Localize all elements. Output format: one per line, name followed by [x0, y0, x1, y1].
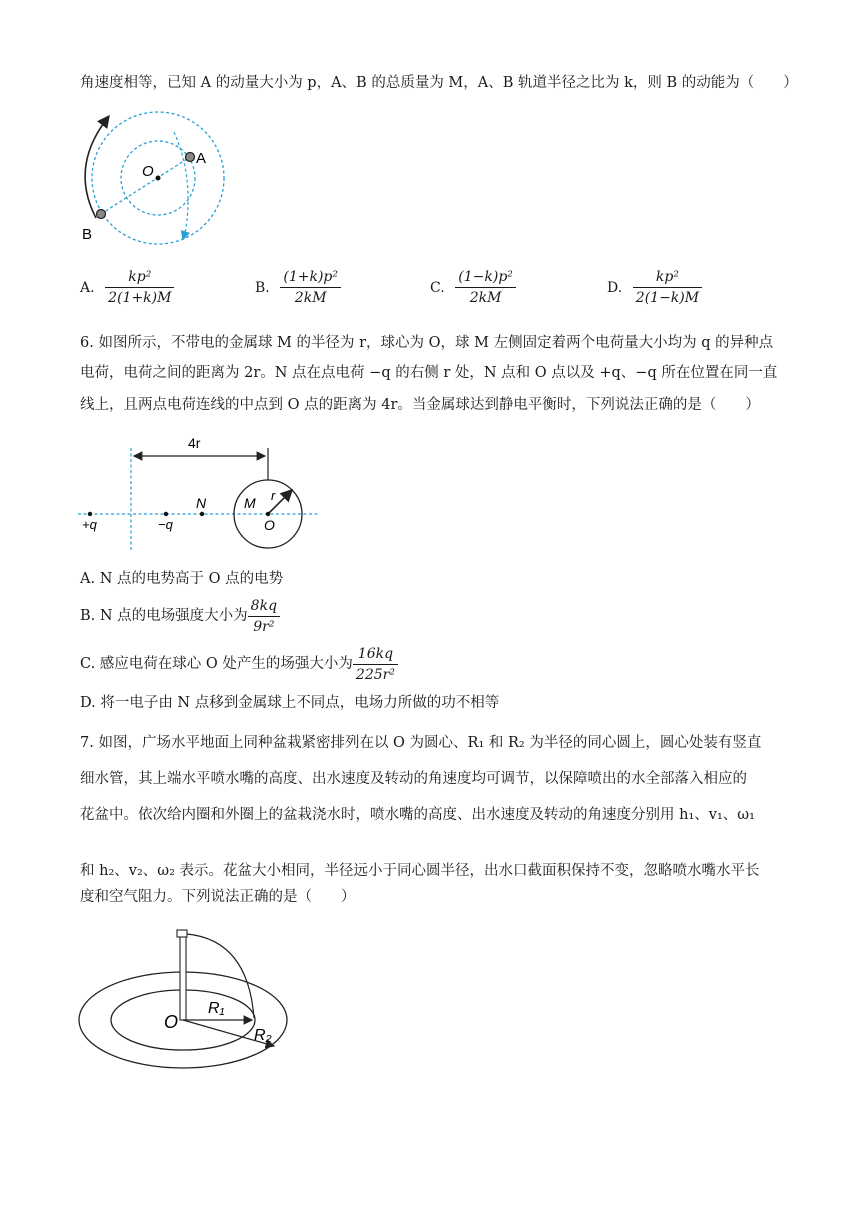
charge-neg-dot — [164, 512, 168, 516]
q5-option-c[interactable]: C. $\frac{\text{(1−k)p²}}{2kM}$ — [430, 268, 516, 307]
q6-option-a[interactable]: A. N 点的电势高于 O 点的电势 — [80, 571, 284, 587]
label-r2: R₂ — [254, 1027, 272, 1044]
charge-pos-dot — [88, 512, 92, 516]
label-b: B — [82, 226, 93, 243]
center-o-dot — [266, 512, 270, 516]
q6-line-2: 电荷，电荷之间的距离为 2r。N 点在点电荷 −q 的右侧 r 处，N 点和 O 点以及 +q、−q 所在位置在同一直 — [80, 365, 778, 381]
q7-line-4: 和 h₂、v₂、ω₂ 表示。花盆大小相同，半径远小于同心圆半径，出水口截面积保持不变，忽略喷水嘴水平长 — [80, 863, 760, 879]
q7-line-3: 花盆中。依次给内圈和外圈上的盆栽浇水时，喷水嘴的高度、出水速度及转动的角速度分别用 h₁、v₁、ω₁ — [80, 807, 755, 823]
q5-option-d[interactable]: D. $\frac{\text{kp²}}{2(1-k)M}$ — [607, 268, 702, 307]
q6-option-b[interactable]: B. N 点的电场强度大小为 $\frac{8kq}{\text{9r²}}$ — [80, 596, 280, 636]
label-a: A — [196, 150, 207, 167]
q6-line-1: 6. 如图所示，不带电的金属球 M 的半径为 r，球心为 O，球 M 左侧固定着两个电荷量大小均为 q 的异种点 — [80, 335, 774, 351]
q5-line-1: 角速度相等，已知 A 的动量大小为 p，A、B 的总质量为 M，A、B 轨道半径之比为 k，则 B 的动能为（ ） — [80, 75, 798, 91]
ball-a — [186, 153, 195, 162]
label-o: O — [264, 517, 275, 533]
label-n: N — [196, 495, 207, 511]
q5-orbit-figure — [70, 108, 240, 248]
q6-line-3: 线上，且两点电荷连线的中点到 O 点的距离为 4r。当金属球达到静电平衡时，下列说法正确的是（ ） — [80, 397, 760, 413]
q7-line-2: 细水管，其上端水平喷水嘴的高度、出水速度及转动的角速度均可调节，以保障喷出的水全部落入相应的 — [80, 771, 747, 787]
center-o-dot — [156, 176, 161, 181]
motion-path-arrow — [174, 132, 188, 236]
q6-charge-figure — [78, 428, 328, 553]
q7-fountain-figure — [78, 924, 308, 1074]
label-o: O — [164, 1012, 179, 1032]
nozzle — [177, 930, 187, 937]
label-m: M — [244, 495, 256, 511]
point-n-dot — [200, 512, 204, 516]
q7-line-1: 7. 如图，广场水平地面上同种盆栽紧密排列在以 O 为圆心、R₁ 和 R₂ 为半径的同心圆上，圆心处装有竖直 — [80, 735, 762, 751]
q5-option-b[interactable]: B. $\frac{\text{(1+k)p²}}{2kM}$ — [255, 268, 341, 307]
rotation-arrow — [85, 120, 106, 218]
label-pos-q: +q — [82, 517, 97, 532]
label-r: r — [271, 488, 276, 503]
label-o: O — [142, 163, 154, 180]
q6-option-c[interactable]: C. 感应电荷在球心 O 处产生的场强大小为 $\frac{16kq}{\text{225r²}}$ — [80, 644, 398, 684]
ball-b — [97, 210, 106, 219]
q6-option-d[interactable]: D. 将一电子由 N 点移到金属球上不同点，电场力所做的功不相等 — [80, 695, 500, 711]
label-r1: R₁ — [208, 1000, 225, 1017]
q5-option-a[interactable]: A. $\frac{\text{kp²}}{2(1+k)M}$ — [80, 268, 174, 307]
label-neg-q: −q — [158, 517, 173, 532]
label-4r: 4r — [188, 435, 201, 451]
q7-line-5: 度和空气阻力。下列说法正确的是（ ） — [80, 889, 356, 905]
water-pipe — [180, 936, 186, 1020]
